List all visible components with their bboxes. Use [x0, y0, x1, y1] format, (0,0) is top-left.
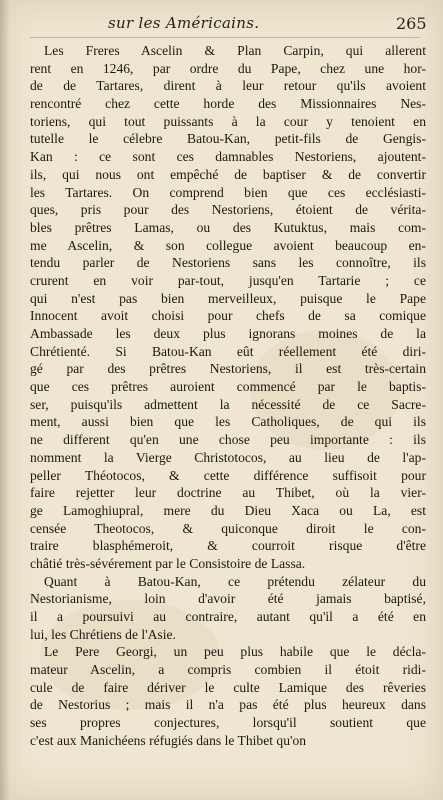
- text-line: qui n'est pas bien merveilleux, puisque le Pape: [30, 290, 426, 306]
- text-line: peller Théotocos, & cette différence suffisoit pour: [30, 467, 426, 483]
- text-line: Nestorianisme, loin d'avoir été jamais baptisé,: [30, 591, 426, 607]
- text-line: de Nestorius ; mais il n'a pas été plus heureux dans: [30, 697, 426, 713]
- header-rule: [30, 37, 420, 38]
- text-line: ques, pris pour des Nestoriens, étoient de vérita-: [30, 202, 426, 218]
- text-line: faire rejetter leur doctrine au Thibet, où la vier-: [30, 485, 426, 501]
- text-line: Les Freres Ascelin & Plan Carpin, qui allerent: [44, 43, 426, 58]
- text-line: Innocent avoit choisi pour chefs de sa comique: [30, 308, 426, 324]
- text-line: c'est aux Manichéens réfugiés dans le Thibet qu'on: [30, 732, 307, 748]
- text-line: Chrétienté. Si Batou-Kan eût réellement été diri-: [30, 343, 426, 359]
- text-line: ses propres conjectures, lorsqu'il soutient que: [30, 715, 426, 731]
- text-line: me Ascelin, & son collegue avoient beaucoup en-: [30, 237, 426, 253]
- text-line: crurent en voir par-tout, jusqu'en Tartarie ; ce: [30, 272, 426, 288]
- text-line: Quant à Batou-Kan, ce prétendu zélateur du: [44, 573, 426, 589]
- running-head: sur les Américains.: [108, 14, 260, 32]
- text-line: traire blasphémeroit, & courroit risque d'être: [30, 538, 426, 554]
- text-line: Kan : ce sont ces damnables Nestoriens, ajoutent-: [30, 149, 426, 165]
- text-line: ils, qui nous ont empêché de baptiser & de convertir: [30, 166, 426, 182]
- text-line: que ces prêtres auroient commencé par le baptis-: [30, 379, 426, 395]
- text-line: de de Tartares, dirent à leur retour qu'ils avoient: [30, 78, 426, 94]
- text-line: rent en 1246, par ordre du Pape, chez une hor-: [30, 60, 426, 76]
- text-line: ne different qu'en une chose peu importante : ils: [30, 432, 426, 448]
- text-line: toriens, qui tout puissants à la cour y tenoient en: [30, 113, 426, 129]
- text-line: censée Theotocos, & quiconque diroit le con-: [30, 520, 426, 536]
- text-line: Ambassade les deux plus ignorans moines de la: [30, 326, 426, 341]
- text-line: châtié très-sévérement par le Consistoire de Lassa.: [30, 555, 306, 571]
- text-line: ment, aussi bien que les Catholiques, de qui ils: [30, 414, 426, 430]
- text-line: rencontré chez cette horde des Missionnaires Nes-: [30, 96, 426, 112]
- text-line: tutelle le célebre Batou-Kan, petit-fils de Gengis-: [30, 131, 426, 147]
- body-text: [30, 42, 426, 750]
- page-header: [0, 8, 443, 38]
- text-line: tendu parler de Nestoriens sans les connoître, ils: [30, 255, 426, 271]
- text-line: Le Pere Georgi, un peu plus habile que le décla-: [44, 644, 426, 660]
- text-line: il a poursuivi au contraire, autant qu'il a été en: [30, 609, 426, 624]
- text-line: mateur Ascelin, a compris combien il étoit ridi-: [30, 662, 426, 678]
- page-gutter-shadow: [0, 0, 10, 800]
- text-line: bles prêtres Lamas, ou des Kutuktus, mais com-: [30, 219, 426, 235]
- text-line: ge Lamoghiupral, mere du Dieu Xaca ou La, est: [30, 502, 426, 518]
- text-line: cule de faire dériver le culte Lamique des rêveries: [30, 679, 426, 695]
- page-number: 265: [396, 14, 427, 33]
- text-line: gé par des prêtres Nestoriens, il est très-certain: [30, 361, 426, 377]
- text-line: ser, puisqu'ils admettent la nécessité de ce Sacre-: [30, 396, 426, 412]
- text-line: lui, les Chrétiens de l'Asie.: [30, 626, 176, 642]
- text-line: nomment la Vierge Christotocos, au lieu de l'ap-: [30, 449, 426, 465]
- text-line: les Tartares. On comprend bien que ces ecclésiasti-: [30, 184, 426, 200]
